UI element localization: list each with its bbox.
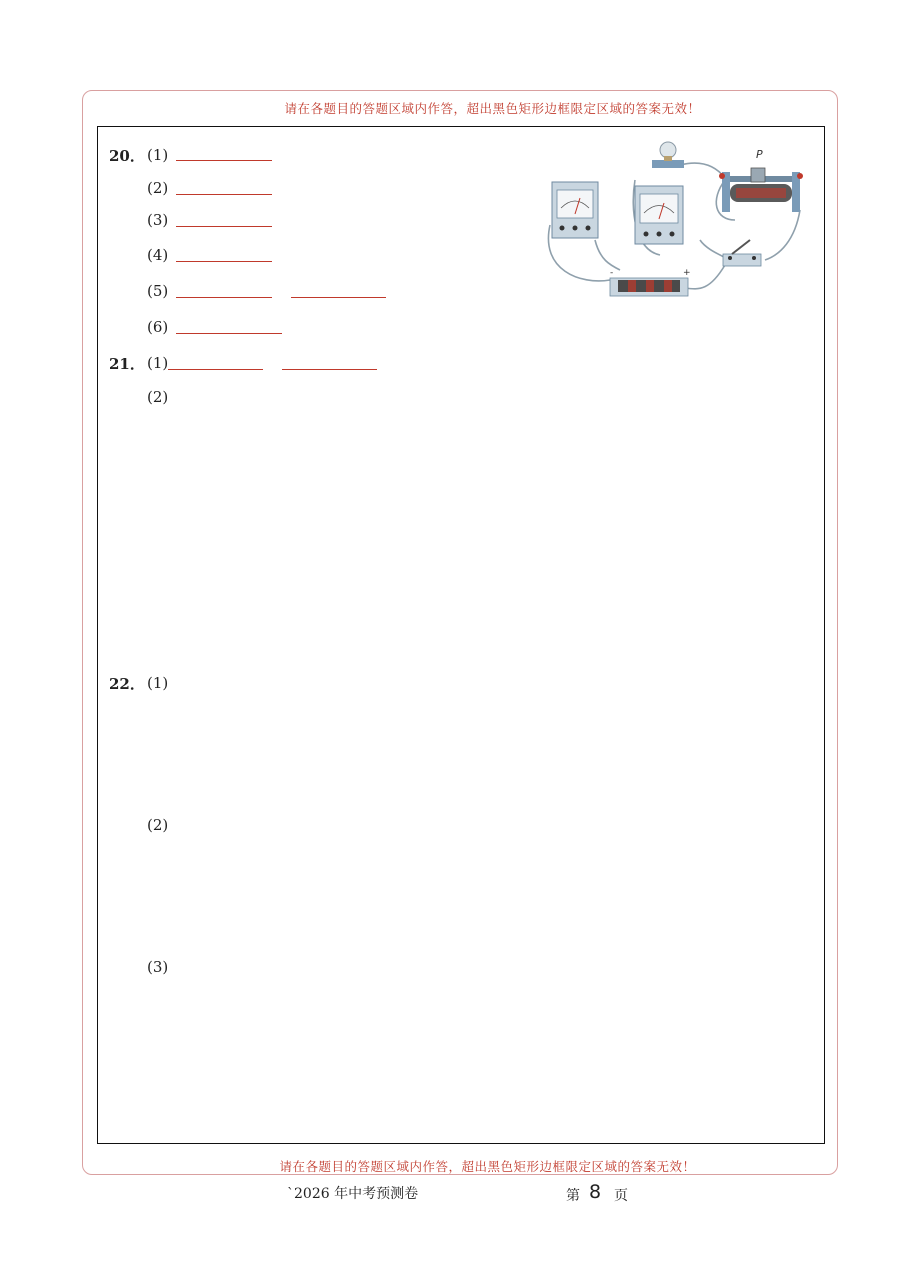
q20-part-5-blank-b[interactable] [291,297,386,298]
page-prefix: 第 [566,1188,580,1204]
circuit-diagram [540,140,810,310]
q22-part-2-label: (2) [147,816,169,834]
q20-part-5-blank-a[interactable] [176,297,272,298]
q20-part-4-label: (4) [147,246,169,264]
q20-part-4-blank[interactable] [176,261,272,262]
q22-part-3-answer-area[interactable] [170,980,810,1130]
q21-part-1-blank-b[interactable] [282,369,377,370]
q22-part-1-label: (1) [147,674,169,692]
q20-part-3-blank[interactable] [176,226,272,227]
ammeter [552,182,598,238]
q20-part-5-label: (5) [147,282,169,300]
page-number: 8 [589,1181,602,1203]
notice-bottom: 请在各题目的答题区域内作答，超出黑色矩形边框限定区域的答案无效！ [279,1159,696,1174]
q22-part-3-label: (3) [147,958,169,976]
wire [765,210,800,260]
voltmeter [635,186,683,244]
rheostat [719,148,803,212]
q21-part-2-answer-area[interactable] [170,410,810,650]
slider-label: P [756,148,763,161]
q20-part-6-blank[interactable] [176,333,282,334]
q20-part-6-label: (6) [147,318,169,336]
q20-part-3-label: (3) [147,211,169,229]
battery-minus-label: - [610,268,614,278]
switch [723,240,761,266]
wire [680,163,725,178]
question-21-number: 21． [109,355,145,373]
q22-part-2-answer-area[interactable] [170,837,810,947]
bulb [652,142,684,168]
wire [595,240,620,270]
exam-title: `2026 年中考预测卷 [287,1186,419,1202]
q20-part-1-blank[interactable] [176,160,272,161]
q22-part-1-answer-area[interactable] [170,695,810,805]
battery-plus-label: + [683,268,691,278]
q21-part-2-label: (2) [147,388,169,406]
q20-part-1-label: (1) [147,146,169,164]
page-suffix: 页 [614,1188,628,1204]
notice-top: 请在各题目的答题区域内作答，超出黑色矩形边框限定区域的答案无效！ [284,101,701,116]
question-20-number: 20． [109,147,145,165]
q21-part-1-label: (1) [147,354,169,372]
q21-part-1-blank-a[interactable] [168,369,263,370]
q20-part-2-label: (2) [147,179,169,197]
question-22-number: 22． [109,675,145,693]
battery [610,268,691,296]
wire [685,265,725,289]
q20-part-2-blank[interactable] [176,194,272,195]
